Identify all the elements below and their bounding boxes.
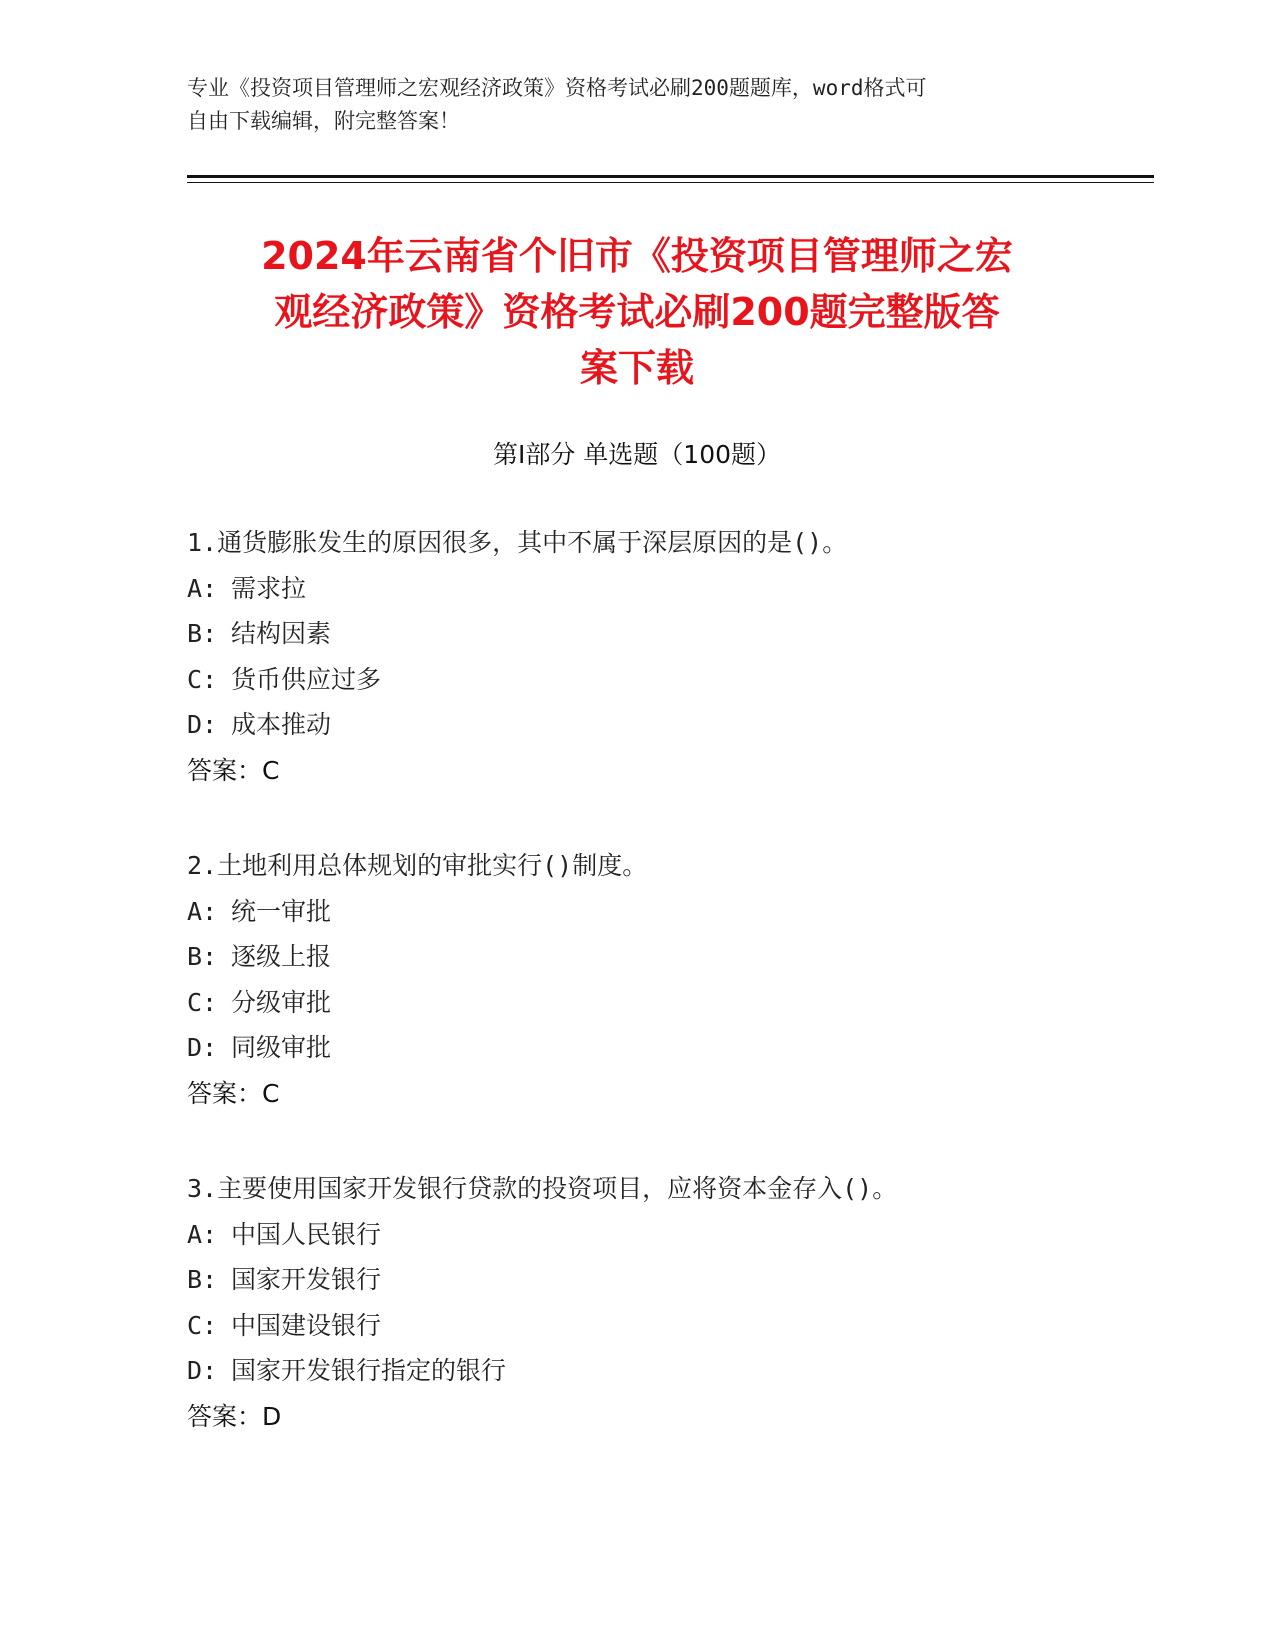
header-note-line-1: 专业《投资项目管理师之宏观经济政策》资格考试必刷200题题库，word格式可 [187, 76, 927, 100]
question-2 [187, 843, 1137, 1116]
header-divider-thick [187, 175, 1154, 178]
option-c [187, 1303, 1137, 1349]
option-text: 同级审批 [231, 1033, 332, 1062]
option-a [187, 1212, 1137, 1258]
option-letter: D: [187, 1033, 218, 1062]
option-letter: B: [187, 942, 218, 971]
answer-line: 答案：C [187, 755, 280, 785]
option-letter: B: [187, 619, 218, 648]
option-letter: D: [187, 710, 218, 739]
section-heading: 第Ⅰ部分 单选题（100题） [492, 440, 782, 469]
option-b [187, 934, 1137, 980]
option-letter: B: [187, 1265, 218, 1294]
header-note [187, 72, 1067, 138]
option-text: 成本推动 [231, 710, 332, 739]
option-c [187, 657, 1137, 703]
option-text: 中国建设银行 [231, 1310, 382, 1340]
option-b [187, 1257, 1137, 1303]
option-text: 货币供应过多 [231, 664, 382, 694]
option-letter: A: [187, 1219, 218, 1249]
option-text: 统一审批 [231, 896, 332, 926]
option-letter: D: [187, 1356, 218, 1385]
option-text: 中国人民银行 [231, 1219, 382, 1249]
document-title-line-2: 观经济政策》资格考试必刷200题完整版答 [274, 290, 1000, 334]
option-letter: A: [187, 896, 218, 926]
question-3 [187, 1166, 1137, 1439]
option-text: 结构因素 [231, 619, 332, 648]
option-a [187, 889, 1137, 935]
option-letter: C: [187, 1310, 218, 1340]
option-d [187, 702, 1137, 748]
question-stem: 3.主要使用国家开发银行贷款的投资项目，应将资本金存入()。 [187, 1174, 898, 1203]
option-d [187, 1348, 1137, 1394]
option-text: 逐级上报 [231, 942, 332, 971]
option-text: 需求拉 [231, 573, 307, 603]
document-title [187, 228, 1087, 396]
answer-line: 答案：D [187, 1401, 282, 1431]
option-d [187, 1025, 1137, 1071]
option-b [187, 611, 1137, 657]
option-letter: A: [187, 573, 218, 603]
option-letter: C: [187, 987, 218, 1017]
question-1 [187, 520, 1137, 793]
document-title-line-3: 案下载 [579, 346, 694, 390]
option-c [187, 980, 1137, 1026]
option-letter: C: [187, 664, 218, 694]
option-text: 分级审批 [231, 987, 332, 1017]
option-a [187, 566, 1137, 612]
question-stem: 1.通货膨胀发生的原因很多，其中不属于深层原因的是()。 [187, 528, 848, 557]
document-title-line-1: 2024年云南省个旧市《投资项目管理师之宏 [261, 234, 1013, 278]
header-divider-thin [187, 182, 1154, 183]
question-stem: 2.土地利用总体规划的审批实行()制度。 [187, 851, 648, 880]
option-text: 国家开发银行指定的银行 [231, 1356, 507, 1385]
option-text: 国家开发银行 [231, 1265, 382, 1294]
answer-line: 答案：C [187, 1078, 280, 1108]
header-note-line-2: 自由下载编辑，附完整答案！ [187, 109, 460, 133]
